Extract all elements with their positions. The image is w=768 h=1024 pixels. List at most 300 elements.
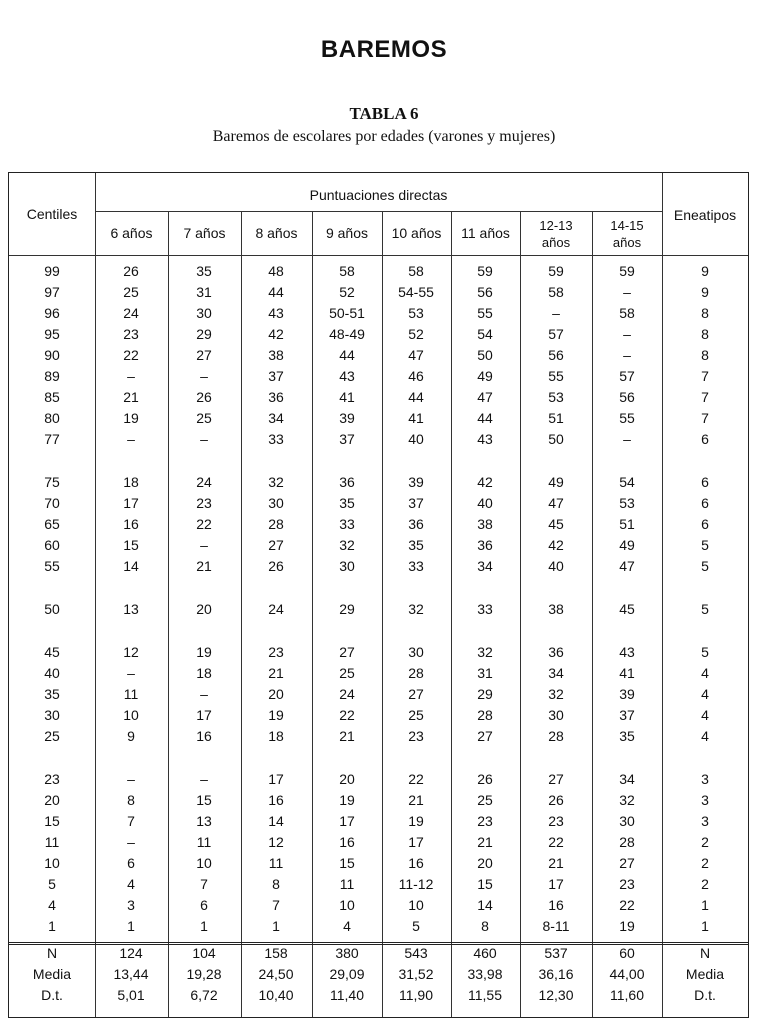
centile-cell: 23 [44,771,60,787]
score-cell: 4 [343,918,351,934]
score-cell: 16 [196,728,212,744]
score-cell: 19,28 [186,966,222,982]
score-cell: 49 [548,474,564,490]
score-cell: 14 [268,813,284,829]
score-cell: 54-55 [398,284,434,300]
score-cell: 24 [196,474,212,490]
col-divider [592,211,593,1017]
score-cell: 60 [619,945,635,961]
score-cell: 7 [200,876,208,892]
score-cell: 40 [477,495,493,511]
score-cell: 53 [548,389,564,405]
score-cell: 15 [123,537,139,553]
col-divider [520,211,521,1017]
score-cell: 11,90 [399,987,433,1003]
score-cell: 47 [619,558,635,574]
header-age: 12-13 años [539,218,573,250]
centile-cell: 55 [44,558,60,574]
score-cell: 30 [619,813,635,829]
score-cell: 37 [339,431,355,447]
score-cell: 19 [196,644,212,660]
eneatipo-cell: 4 [701,686,709,702]
score-cell: 36 [477,537,493,553]
eneatipo-cell: 3 [701,792,709,808]
score-cell: 37 [408,495,424,511]
table-number: TABLA 6 [349,104,419,123]
score-cell: 59 [619,263,635,279]
score-cell: 33,98 [467,966,503,982]
centile-cell: 1 [48,918,56,934]
eneatipo-cell: 7 [701,389,709,405]
centile-cell: 96 [44,305,60,321]
score-cell: 21 [339,728,355,744]
score-cell: – [623,284,631,300]
score-cell: 104 [192,945,216,961]
score-cell: 41 [619,665,635,681]
score-cell: 12 [268,834,284,850]
score-cell: 33 [268,431,284,447]
score-cell: 45 [619,601,635,617]
score-cell: 27 [548,771,564,787]
score-cell: 460 [473,945,497,961]
header-puntuaciones: Puntuaciones directas [309,187,448,203]
row-divider [95,211,662,212]
eneatipo-cell: 6 [701,516,709,532]
score-cell: 32 [619,792,635,808]
score-cell: 17 [408,834,424,850]
score-cell: 47 [408,347,424,363]
score-cell: 17 [268,771,284,787]
score-cell: 1 [200,918,208,934]
col-divider [95,173,96,1017]
score-cell: 21 [196,558,212,574]
eneatipo-cell: 3 [701,813,709,829]
score-cell: 11,60 [610,987,644,1003]
eneatipo-cell: 2 [701,834,709,850]
centile-cell: 20 [44,792,60,808]
score-cell: 27 [619,855,635,871]
score-cell: 6 [200,897,208,913]
footer-label: Media [32,966,72,982]
score-cell: 48-49 [329,326,365,342]
score-cell: – [127,665,135,681]
score-cell: 7 [127,813,135,829]
score-cell: 32 [268,474,284,490]
score-cell: 57 [619,368,635,384]
centile-cell: 77 [44,431,60,447]
centile-cell: 75 [44,474,60,490]
eneatipo-cell: 1 [701,918,709,934]
header-age: 9 años [325,225,369,241]
score-cell: 8 [481,918,489,934]
score-cell: 5,01 [117,987,145,1003]
score-cell: 23 [196,495,212,511]
score-cell: 41 [339,389,355,405]
score-cell: 19 [408,813,424,829]
score-cell: 33 [339,516,355,532]
score-cell: – [200,771,208,787]
score-cell: 58 [339,263,355,279]
score-cell: 43 [339,368,355,384]
score-cell: 48 [268,263,284,279]
score-cell: 17 [339,813,355,829]
score-cell: 28 [548,728,564,744]
score-cell: 8-11 [542,918,570,934]
eneatipo-cell: 5 [701,558,709,574]
eneatipo-cell: 8 [701,347,709,363]
score-cell: 40 [408,431,424,447]
score-cell: 25 [408,707,424,723]
score-cell: 43 [619,644,635,660]
score-cell: 19 [619,918,635,934]
header-centiles: Centiles [26,206,78,222]
score-cell: 42 [477,474,493,490]
header-age: 14-15 años [610,218,644,250]
score-cell: 28 [619,834,635,850]
score-cell: 15 [196,792,212,808]
score-cell: – [127,771,135,787]
score-cell: 11 [268,855,284,871]
eneatipo-cell: 7 [701,368,709,384]
score-cell: 24 [123,305,139,321]
score-cell: 35 [196,263,212,279]
score-cell: 17 [548,876,564,892]
header-age: 6 años [110,225,153,241]
eneatipo-cell: 8 [701,305,709,321]
eneatipo-cell: 2 [701,876,709,892]
score-cell: 20 [477,855,493,871]
score-cell: 19 [339,792,355,808]
score-cell: 25 [123,284,139,300]
score-cell: 10 [196,855,212,871]
score-cell: 36 [548,644,564,660]
eneatipo-cell: 4 [701,728,709,744]
score-cell: – [623,326,631,342]
score-cell: 537 [544,945,568,961]
score-cell: 10 [339,897,355,913]
centile-cell: 35 [44,686,60,702]
score-cell: 12,30 [538,987,574,1003]
score-cell: 53 [408,305,424,321]
footer-label: N [46,945,58,961]
score-cell: 30 [548,707,564,723]
centile-cell: 97 [44,284,60,300]
score-cell: – [127,431,135,447]
score-cell: 1 [127,918,135,934]
score-cell: 23 [619,876,635,892]
centile-cell: 50 [44,601,60,617]
score-cell: 23 [123,326,139,342]
score-cell: 25 [339,665,355,681]
score-cell: 49 [477,368,493,384]
score-cell: – [200,431,208,447]
score-cell: 36 [268,389,284,405]
score-cell: 56 [619,389,635,405]
score-cell: 11,40 [330,987,364,1003]
score-cell: 21 [548,855,564,871]
centile-cell: 15 [44,813,60,829]
score-cell: 27 [477,728,493,744]
score-cell: 22 [123,347,139,363]
score-cell: 36 [339,474,355,490]
score-cell: 51 [548,410,564,426]
score-cell: 20 [268,686,284,702]
score-cell: 37 [268,368,284,384]
score-cell: – [623,347,631,363]
row-divider [9,255,748,256]
score-cell: 32 [408,601,424,617]
score-cell: 42 [548,537,564,553]
page-heading: BAREMOS [320,36,448,63]
eneatipo-cell: 1 [701,897,709,913]
score-cell: 44 [477,410,493,426]
score-cell: 14 [477,897,493,913]
score-cell: 22 [339,707,355,723]
score-cell: – [127,368,135,384]
eneatipo-cell: 9 [701,284,709,300]
centile-cell: 99 [44,263,60,279]
score-cell: – [623,431,631,447]
score-cell: 27 [268,537,284,553]
score-cell: 55 [619,410,635,426]
eneatipo-cell: 3 [701,771,709,787]
score-cell: 10,40 [258,987,294,1003]
score-cell: 31 [477,665,493,681]
score-cell: 16 [123,516,139,532]
score-cell: 36 [408,516,424,532]
score-cell: 34 [619,771,635,787]
score-cell: 34 [548,665,564,681]
score-cell: 36,16 [538,966,574,982]
score-cell: 54 [477,326,493,342]
score-cell: 35 [619,728,635,744]
score-cell: 22 [548,834,564,850]
score-cell: 44,00 [609,966,645,982]
score-cell: 22 [408,771,424,787]
score-cell: 22 [619,897,635,913]
score-cell: 56 [548,347,564,363]
score-cell: 9 [127,728,135,744]
score-cell: 21 [123,389,139,405]
score-cell: 26 [477,771,493,787]
score-cell: 35 [339,495,355,511]
eneatipo-cell: 2 [701,855,709,871]
centile-cell: 95 [44,326,60,342]
centile-cell: 60 [44,537,60,553]
score-cell: 39 [619,686,635,702]
score-cell: 21 [408,792,424,808]
score-cell: – [200,537,208,553]
score-cell: 52 [408,326,424,342]
score-cell: 12 [123,644,139,660]
score-cell: 35 [408,537,424,553]
centile-cell: 90 [44,347,60,363]
norms-table [8,172,749,1018]
score-cell: 19 [268,707,284,723]
centile-cell: 80 [44,410,60,426]
score-cell: 34 [268,410,284,426]
score-cell: 59 [477,263,493,279]
score-cell: 47 [548,495,564,511]
col-divider [662,173,663,1017]
score-cell: 31 [196,284,212,300]
score-cell: 15 [477,876,493,892]
score-cell: 32 [548,686,564,702]
score-cell: 27 [196,347,212,363]
score-cell: 22 [196,516,212,532]
score-cell: 50 [548,431,564,447]
score-cell: 31,52 [398,966,434,982]
score-cell: 40 [548,558,564,574]
score-cell: 15 [339,855,355,871]
centile-cell: 25 [44,728,60,744]
score-cell: 11 [196,834,212,850]
score-cell: 44 [339,347,355,363]
score-cell: 25 [196,410,212,426]
centile-cell: 89 [44,368,60,384]
score-cell: – [552,305,560,321]
score-cell: – [200,686,208,702]
score-cell: 32 [477,644,493,660]
score-cell: 10 [123,707,139,723]
score-cell: 42 [268,326,284,342]
score-cell: 543 [404,945,428,961]
header-age: 11 años [461,225,510,241]
header-age: 8 años [255,225,298,241]
footer-label: D.t. [694,987,716,1003]
col-divider [312,211,313,1017]
score-cell: 18 [196,665,212,681]
score-cell: 5 [412,918,420,934]
score-cell: 13 [196,813,212,829]
score-cell: 29 [339,601,355,617]
score-cell: 20 [196,601,212,617]
score-cell: 8 [127,792,135,808]
score-cell: 24,50 [258,966,294,982]
score-cell: 20 [339,771,355,787]
col-divider [241,211,242,1017]
score-cell: 24 [339,686,355,702]
score-cell: 58 [548,284,564,300]
table-caption: Baremos de escolares por edades (varones y mujeres) [212,128,556,145]
eneatipo-cell: 5 [701,644,709,660]
score-cell: 11 [123,686,139,702]
eneatipo-cell: 6 [701,495,709,511]
score-cell: 8 [272,876,280,892]
score-cell: 55 [477,305,493,321]
score-cell: 49 [619,537,635,553]
score-cell: 21 [268,665,284,681]
score-cell: 26 [123,263,139,279]
score-cell: 17 [123,495,139,511]
score-cell: 29,09 [329,966,365,982]
score-cell: 28 [268,516,284,532]
score-cell: 380 [335,945,359,961]
centile-cell: 11 [44,834,60,850]
score-cell: 44 [408,389,424,405]
score-cell: 29 [477,686,493,702]
score-cell: 23 [477,813,493,829]
score-cell: 52 [339,284,355,300]
score-cell: 30 [268,495,284,511]
score-cell: 32 [339,537,355,553]
score-cell: 26 [268,558,284,574]
score-cell: 44 [268,284,284,300]
score-cell: 33 [408,558,424,574]
score-cell: 37 [619,707,635,723]
score-cell: 34 [477,558,493,574]
score-cell: – [200,368,208,384]
score-cell: 43 [477,431,493,447]
score-cell: 29 [196,326,212,342]
score-cell: 14 [123,558,139,574]
score-cell: 11 [339,876,355,892]
score-cell: 26 [548,792,564,808]
eneatipo-cell: 4 [701,707,709,723]
eneatipo-cell: 6 [701,474,709,490]
centile-cell: 85 [44,389,60,405]
score-cell: 30 [408,644,424,660]
eneatipo-cell: 5 [701,537,709,553]
score-cell: 59 [548,263,564,279]
score-cell: 58 [408,263,424,279]
score-cell: 25 [477,792,493,808]
centile-cell: 10 [44,855,60,871]
score-cell: 11-12 [398,876,434,892]
score-cell: – [127,834,135,850]
score-cell: 28 [477,707,493,723]
score-cell: 13,44 [113,966,149,982]
score-cell: 124 [119,945,143,961]
score-cell: 28 [408,665,424,681]
centile-cell: 40 [44,665,60,681]
score-cell: 43 [268,305,284,321]
score-cell: 16 [408,855,424,871]
centile-cell: 30 [44,707,60,723]
score-cell: 3 [127,897,135,913]
score-cell: 4 [127,876,135,892]
score-cell: 7 [272,897,280,913]
score-cell: 6,72 [190,987,218,1003]
score-cell: 10 [408,897,424,913]
score-cell: 6 [127,855,135,871]
eneatipo-cell: 6 [701,431,709,447]
score-cell: 16 [339,834,355,850]
eneatipo-cell: 4 [701,665,709,681]
score-cell: 45 [548,516,564,532]
score-cell: 39 [339,410,355,426]
score-cell: 26 [196,389,212,405]
score-cell: 50-51 [329,305,365,321]
centile-cell: 65 [44,516,60,532]
score-cell: 21 [477,834,493,850]
score-cell: 30 [339,558,355,574]
footer-label: D.t. [41,987,63,1003]
score-cell: 47 [477,389,493,405]
score-cell: 17 [196,707,212,723]
score-cell: 38 [477,516,493,532]
score-cell: 16 [548,897,564,913]
score-cell: 23 [548,813,564,829]
score-cell: 27 [408,686,424,702]
eneatipo-cell: 9 [701,263,709,279]
score-cell: 58 [619,305,635,321]
score-cell: 1 [272,918,280,934]
score-cell: 18 [268,728,284,744]
score-cell: 16 [268,792,284,808]
score-cell: 23 [268,644,284,660]
score-cell: 56 [477,284,493,300]
